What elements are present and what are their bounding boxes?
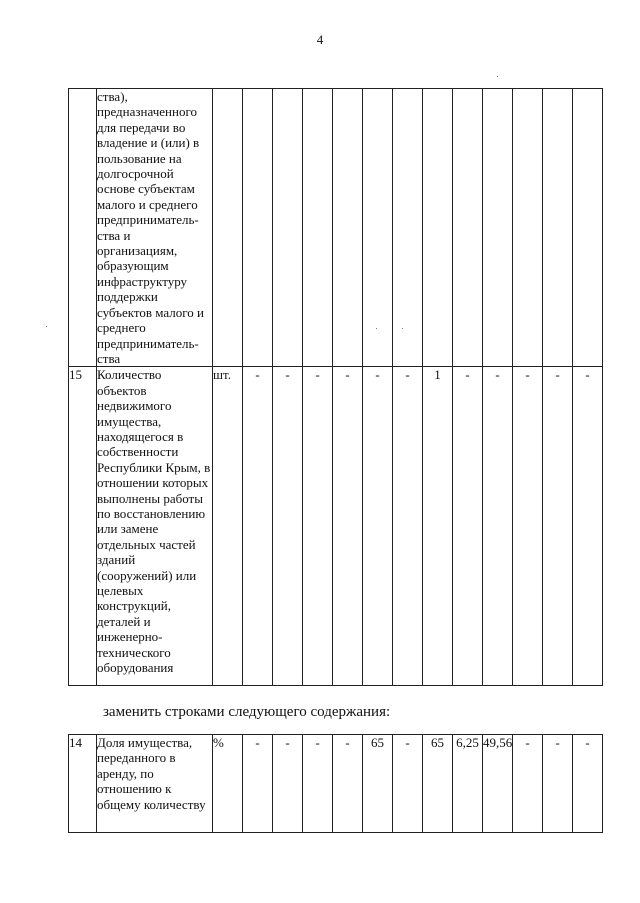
indicator-name-cell: Доля имущества, переданного в аренду, по отношению к общему количеству <box>97 735 213 833</box>
unit-cell <box>213 89 243 367</box>
value-cell: - <box>333 367 363 686</box>
value-cell <box>423 89 453 367</box>
value-cell <box>573 89 603 367</box>
value-cell <box>243 89 273 367</box>
value-cell: - <box>573 735 603 833</box>
replace-instruction: заменить строками следующего содержания: <box>103 704 391 720</box>
value-cell <box>333 89 363 367</box>
value-cell: - <box>393 367 423 686</box>
value-cell: - <box>303 735 333 833</box>
scan-speck <box>46 326 47 327</box>
value-cell: - <box>333 735 363 833</box>
value-cell: 6,25 <box>453 735 483 833</box>
value-cell <box>393 89 423 367</box>
indicators-table-new <box>68 734 603 833</box>
row-number-cell <box>69 89 97 367</box>
unit-cell: шт. <box>213 367 243 686</box>
indicator-name-cell: Количество объектов недвижимого имущества, находящегося в собственности Республики Крым, в отношении которых выполнены работы по восстановлению или замене отдельных частей зданий (сооружений) или целевых конструкций, деталей и инженерно-технического оборудования <box>97 367 213 686</box>
table-row <box>69 89 603 367</box>
value-cell <box>543 89 573 367</box>
value-cell: - <box>513 367 543 686</box>
value-cell <box>453 89 483 367</box>
value-cell: - <box>303 367 333 686</box>
value-cell <box>483 89 513 367</box>
value-cell <box>363 89 393 367</box>
value-cell <box>513 89 543 367</box>
value-cell: 65 <box>423 735 453 833</box>
value-cell: - <box>513 735 543 833</box>
value-cell: - <box>543 367 573 686</box>
value-cell: - <box>243 735 273 833</box>
value-cell <box>303 89 333 367</box>
page-number: 4 <box>316 32 324 47</box>
row-number-cell: 15 <box>69 367 97 686</box>
scan-speck <box>376 328 377 329</box>
indicator-name-cell: ства), предназначенного для передачи во владение и (или) в пользование на долгосрочной основе субъектам малого и среднего предприниматель-ства и организациям, образующим инфраструктуру поддержки субъектов малого и среднего предприниматель-ства <box>97 89 213 367</box>
value-cell: - <box>273 367 303 686</box>
value-cell: - <box>453 367 483 686</box>
row-number-cell: 14 <box>69 735 97 833</box>
value-cell <box>273 89 303 367</box>
table-row <box>69 735 603 833</box>
unit-cell: % <box>213 735 243 833</box>
value-cell: 65 <box>363 735 393 833</box>
value-cell: 1 <box>423 367 453 686</box>
value-cell: - <box>483 367 513 686</box>
value-cell: - <box>363 367 393 686</box>
value-cell: - <box>243 367 273 686</box>
table-row <box>69 367 603 686</box>
value-cell: - <box>393 735 423 833</box>
value-cell: - <box>273 735 303 833</box>
value-cell: - <box>543 735 573 833</box>
scan-speck <box>402 328 403 329</box>
indicators-table-old <box>68 88 603 686</box>
scan-speck <box>497 76 498 77</box>
value-cell: 49,56 <box>483 735 513 833</box>
value-cell: - <box>573 367 603 686</box>
